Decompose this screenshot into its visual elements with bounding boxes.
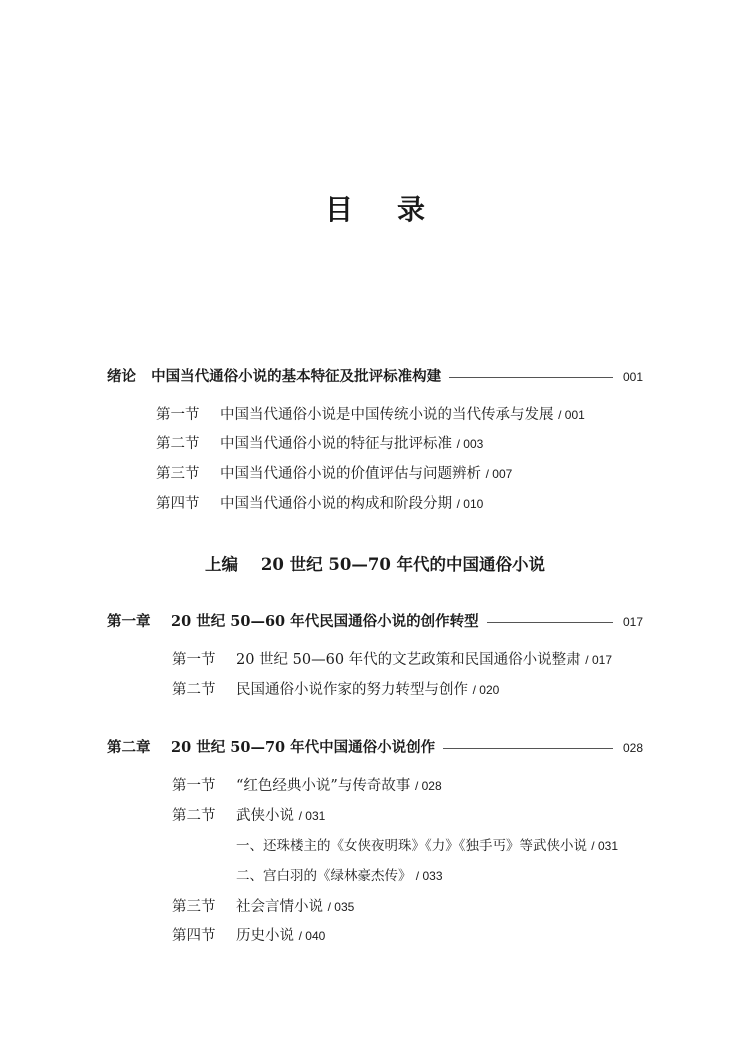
toc-entry-ch1-s2[interactable] bbox=[172, 680, 499, 700]
section-label: 第四节 bbox=[156, 496, 200, 512]
section-label: 第二节 bbox=[172, 682, 216, 698]
chapter-page: 017 bbox=[622, 615, 643, 629]
section-label: 第三节 bbox=[172, 899, 216, 915]
part-heading bbox=[0, 551, 750, 575]
section-label: 第三节 bbox=[156, 466, 200, 482]
intro-label: 绪论 bbox=[107, 368, 136, 385]
section-title: 中国当代通俗小说是中国传统小说的当代传承与发展 bbox=[220, 407, 554, 423]
chapter-label: 第二章 bbox=[107, 739, 151, 756]
section-title: 20 世纪 50—60 年代的文艺政策和民国通俗小说整肃 bbox=[236, 652, 581, 668]
chapter-label: 第一章 bbox=[107, 613, 151, 630]
subsection-title: 二、宫白羽的《绿林豪杰传》 bbox=[236, 868, 412, 884]
section-page: / 040 bbox=[298, 929, 326, 943]
section-page: / 020 bbox=[472, 683, 500, 697]
toc-entry-ch2-s2-sub1[interactable] bbox=[236, 836, 618, 856]
section-label: 第一节 bbox=[172, 778, 216, 794]
subsection-title: 一、还珠楼主的《女侠夜明珠》《力》《独手丐》等武侠小说 bbox=[236, 838, 587, 854]
section-label: 第二节 bbox=[156, 436, 200, 452]
section-page: / 017 bbox=[585, 653, 612, 667]
toc-entry-intro-s3[interactable] bbox=[156, 464, 512, 484]
section-page: / 007 bbox=[485, 467, 513, 481]
section-label: 第一节 bbox=[172, 652, 216, 668]
section-page: / 001 bbox=[558, 408, 585, 422]
toc-entry-intro-s4[interactable] bbox=[156, 494, 483, 514]
section-title: 中国当代通俗小说的价值评估与问题辨析 bbox=[220, 466, 481, 482]
toc-entry-ch2-s1[interactable] bbox=[172, 776, 442, 796]
subsection-page: / 033 bbox=[415, 869, 443, 883]
toc-entry-ch2-s2[interactable] bbox=[172, 806, 325, 826]
leader-line bbox=[443, 748, 613, 749]
section-page: / 003 bbox=[456, 437, 484, 451]
chapter-title: 20 世纪 50—70 年代中国通俗小说创作 bbox=[171, 739, 436, 756]
section-title: 中国当代通俗小说的特征与批评标准 bbox=[220, 436, 452, 452]
chapter-page: 028 bbox=[622, 741, 643, 755]
section-title: 民国通俗小说作家的努力转型与创作 bbox=[236, 682, 468, 698]
section-label: 第二节 bbox=[172, 808, 216, 824]
section-title: 社会言情小说 bbox=[236, 899, 323, 915]
toc-entry-ch2-s2-sub2[interactable] bbox=[236, 866, 443, 886]
toc-entry-ch2-s3[interactable] bbox=[172, 897, 354, 917]
toc-entry-intro[interactable] bbox=[107, 367, 643, 387]
intro-title: 中国当代通俗小说的基本特征及批评标准构建 bbox=[151, 368, 442, 385]
page-title-char-1: 目 bbox=[324, 193, 353, 226]
part-title: 20 世纪 50—70 年代的中国通俗小说 bbox=[260, 555, 546, 574]
section-title: 历史小说 bbox=[236, 928, 294, 944]
section-label: 第一节 bbox=[156, 407, 200, 423]
part-label: 上编 bbox=[204, 555, 238, 574]
toc-entry-chapter-2[interactable] bbox=[107, 738, 643, 758]
section-title: 武侠小说 bbox=[236, 808, 294, 824]
toc-entry-ch1-s1[interactable] bbox=[172, 650, 612, 670]
section-label: 第四节 bbox=[172, 928, 216, 944]
leader-line bbox=[487, 622, 613, 623]
toc-entry-ch2-s4[interactable] bbox=[172, 926, 325, 946]
toc-entry-intro-s1[interactable] bbox=[156, 405, 585, 425]
section-page: / 035 bbox=[327, 900, 355, 914]
intro-page: 001 bbox=[622, 370, 643, 384]
chapter-title: 20 世纪 50—60 年代民国通俗小说的创作转型 bbox=[171, 613, 479, 630]
section-page: / 031 bbox=[298, 809, 326, 823]
toc-entry-intro-s2[interactable] bbox=[156, 434, 483, 454]
section-title: 中国当代通俗小说的构成和阶段分期 bbox=[220, 496, 452, 512]
leader-line bbox=[449, 377, 613, 378]
toc-entry-chapter-1[interactable] bbox=[107, 612, 643, 632]
page-title-char-2: 录 bbox=[397, 193, 426, 226]
section-page: / 010 bbox=[456, 497, 484, 511]
section-page: / 028 bbox=[414, 779, 442, 793]
page-title bbox=[0, 188, 750, 228]
subsection-page: / 031 bbox=[591, 839, 618, 853]
section-title: “红色经典小说”与传奇故事 bbox=[236, 778, 411, 794]
